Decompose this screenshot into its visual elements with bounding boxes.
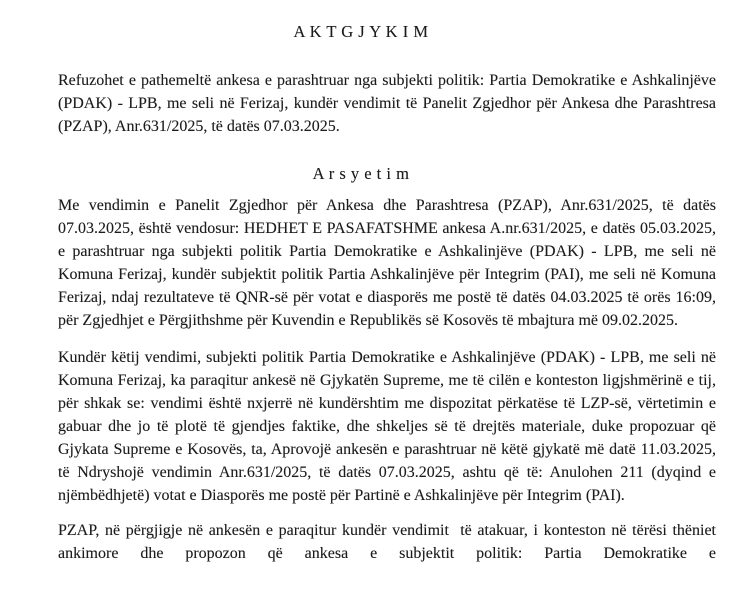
document-title: A K T G J Y K I M bbox=[293, 22, 429, 41]
ruling-paragraph: Refuzohet e pathemeltë ankesa e parashtruar nga subjekti politik: Partia Demokratike e Ashkalinjëve (PDAK) - LPB, me seli në Ferizaj, kundër vendimit të Panelit Zgjedhor për Ankesa dhe Parashtresa (PZAP), Anr.631/2025, të datës 07.03.2025. bbox=[58, 72, 716, 135]
reasoning-paragraph-3-clipped: PZAP, në përgjigje në ankesën e paraqitur kundër vendimit të atakuar, i konteston në tërësi thëniet ankimore dhe propozon që ankesa e subjektit politik: Partia Demokratike e bbox=[58, 522, 716, 562]
reasoning-paragraph-1: Me vendimin e Panelit Zgjedhor për Ankesa dhe Parashtresa (PZAP), Anr.631/2025, të datës 07.03.2025, është vendosur: HEDHET E PASAFATSHME ankesa A.nr.631/2025, e datës 05.03.2025, e parashtruar nga subjekti politik Partia Demokratike e Ashkalinjëve (PDAK) - LPB, me seli në Komuna Ferizaj, kundër subjektit politik Partia Ashkalinjëve për Integrim (PAI), me seli në Komuna Ferizaj, ndaj rezultateve të QNR-së për votat e diasporës me postë të datës 04.03.2025 të orës 16:09, për Zgjedhjet e Përgjithshme për Kuvendin e Republikës së Kosovës të mbajtura më 09.02.2025. bbox=[58, 197, 716, 329]
section-heading-arsyetim: A r s y e t i m bbox=[312, 164, 410, 183]
reasoning-paragraph-2: Kundër këtij vendimi, subjekti politik Partia Demokratike e Ashkalinjëve (PDAK) - LPB, me seli në Komuna Ferizaj, ka paraqitur ankesë në Gjykatën Supreme, me të cilën e konteston ligjshmërinë e tij, për shkak se: vendimi është nxjerrë në kundërshtim me dispozitat përkatëse të LZP-së, vërtetimin e gabuar dhe jo të plotë të gjendjes faktike, dhe shkeljes së të drejtës materiale, duke propozuar që Gjykata Supreme e Kosovës, ta, Aprovojë ankesën e parashtruar në këtë gjykatë më datë 11.03.2025, të Ndryshojë vendimin Anr.631/2025, të datës 07.03.2025, ashtu që të: Anulohen 211 (dyqind e njëmbëdhjetë) votat e Diasporës me postë për Partinë e Ashkalinjëve për Integrim (PAI). bbox=[58, 349, 716, 504]
